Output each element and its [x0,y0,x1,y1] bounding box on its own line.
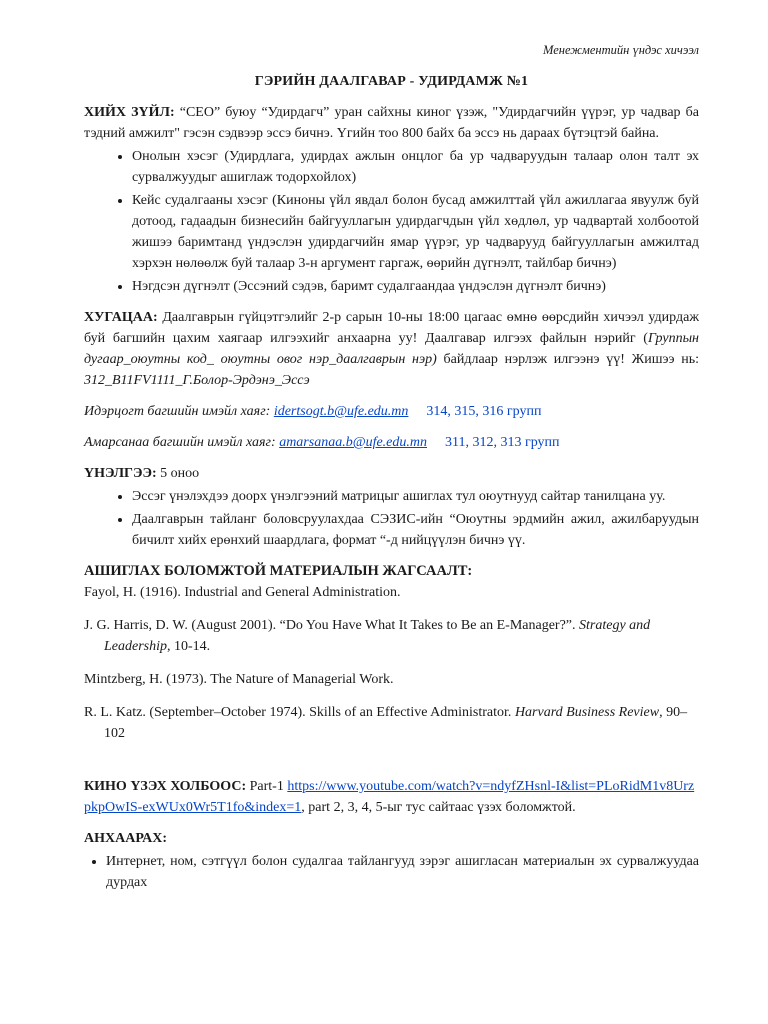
deadline-label: ХУГАЦАА: [84,310,158,325]
materials-title: АШИГЛАХ БОЛОМЖТОЙ МАТЕРИАЛЫН ЖАГСААЛТ: [84,563,473,579]
movie-tail: , part 2, 3, 4, 5-ыг тус сайтаас үзэх боломжтой. [301,800,576,815]
email-groups: 311, 312, 313 групп [445,435,560,450]
deadline-text-c: байдлаар нэрлэж илгээнэ үү! Жишээ нь: [436,352,699,367]
email-link[interactable]: idertsogt.b@ufe.edu.mn [273,404,409,419]
deadline-filename-format: Группын дугаар_оюутны код_ оюутны овог нэр_даалгаврын нэр) [84,331,699,367]
task-bullet-conclusion: • Нэгдсэн дүгнэлт (Эссэний сэдэв, баримт судалгаандаа үндэслэн дүгнэлт бичнэ) [132,276,699,297]
task-bullets [84,146,699,297]
grading-bullets [84,486,699,551]
email-label: Амарсанаа багшийн имэйл хаяг: [84,435,280,450]
grading-heading [84,463,699,484]
reference-source: Strategy and Leadership [104,618,651,654]
reference-text: J. G. Harris, D. W. (August 2001). “Do You Have What It Takes to Be an E-Manager?”. [84,618,580,633]
grading-bullet: • Даалгаврын тайланг боловсруулахдаа СЭЗИС-ийн “Оюутны эрдмийн ажил, ажилбаруудын бичилт хийх ерөнхий шаардлага, формат “-д нийцүүлэн бичнэ үү. [132,509,699,551]
reference-item [84,669,699,690]
reference-source: Harvard Business Review [514,705,660,720]
reference-text: Fayol, H. (1916). Industrial and General Administration. [84,585,401,600]
movie-section [84,776,699,818]
document-title: ГЭРИЙН ДААЛГАВАР - УДИРДАМЖ №1 [254,74,529,89]
task-section [84,102,699,297]
deadline-text-a: Даалгаврын гүйцэтгэлийг 2-р сарын 10-ны 18:00 цагаас өмнө өөрсдийн хичээл удирдаж буй багшийн цахим хаягаар илгээхийг анхаарна уу! Даалгавар илгээх файлын нэрийг ( [84,310,699,346]
movie-paragraph [84,776,699,818]
attention-bullet: • Интернет, ном, сэтгүүл болон судалгаа тайлангууд зэрэг ашигласан материалын эх сурвалжуудаа дурдах [106,851,699,893]
reference-text: Mintzberg, H. (1973). The Nature of Managerial Work. [84,672,394,687]
grading-section [84,463,699,551]
course-header: Менежментийн үндэс хичээл [543,43,699,57]
task-bullet-theory: • Онолын хэсэг (Удирдлага, удирдах ажлын онцлог ба ур чадваруудын талаар олон талт эх сурвалжуудыг ашиглаж тодорхойлох) [132,146,699,188]
attention-heading [84,828,699,849]
movie-link[interactable]: https://www.youtube.com/watch?v=ndyfZHsnl-I&list=PLoRidM1v8UrzpkpOwIS-exWUx0Wr5T1fo&index=1 [84,779,695,815]
attention-label: АНХААРАХ: [84,831,167,846]
email-line-idertsogt [84,401,699,422]
deadline-paragraph [84,307,699,391]
attention-section [84,828,699,893]
email-link[interactable]: amarsanaa.b@ufe.edu.mn [279,435,428,450]
email-label: Идэрцогт багшийн имэйл хаяг: [84,404,274,419]
grading-points: 5 оноо [156,466,200,481]
deadline-section [84,307,699,391]
grading-bullet: • Эссэг үнэлэхдээ доорх үнэлгээний матрицыг ашиглах тул оюутнууд сайтар танилцана уу. [132,486,699,507]
task-label: ХИЙХ ЗҮЙЛ: [84,105,175,120]
reference-item [84,615,699,657]
attention-bullets [84,851,699,893]
task-text: “CEO” буюу “Удирдагч” уран сайхны киног үзэж, "Удирдагчийн үүрэг, ур чадвар ба тэдний амжилт" гэсэн сэдвээр эссэ бичнэ. Үгийн тоо 800 байх ба эссэ нь дараах бүтэцтэй байна. [84,105,699,141]
grading-label: ҮНЭЛГЭЭ: [84,466,157,481]
materials-list [84,582,699,744]
task-bullet-case: • Кейс судалгааны хэсэг (Киноны үйл явдал болон бусад амжилттай үйл ажиллагаа явуулж буй дотоод, гадаадын бизнесийн байгууллагын удирдагчдын үйл хөдлөл, ур чадвартай холбоотой жишээ баримтанд үндэслэн удирдагчийн ямар үүрэг, ур чадварууд байгууллагын амжилтад хэрхэн нөлөөлж буй талаар 3-н аргумент гаргаж, өөрийн дүгнэлт, тайлбар бичнэ) [132,190,699,274]
reference-item [84,702,699,744]
reference-pages: , 90–102 [104,705,688,741]
reference-text: R. L. Katz. (September–October 1974). Skills of an Effective Administrator. [84,705,515,720]
reference-item [84,582,699,603]
movie-part: Part-1 [246,779,288,794]
task-paragraph [84,102,699,144]
email-line-amarsanaa [84,432,699,453]
document-page [84,40,699,903]
email-groups: 314, 315, 316 групп [426,404,542,419]
deadline-example: 312_B11FV1111_Г.Болор-Эрдэнэ_Эссэ [84,373,310,388]
movie-label: КИНО ҮЗЭХ ХОЛБООС: [84,779,247,794]
reference-pages: , 10-14. [167,639,211,654]
